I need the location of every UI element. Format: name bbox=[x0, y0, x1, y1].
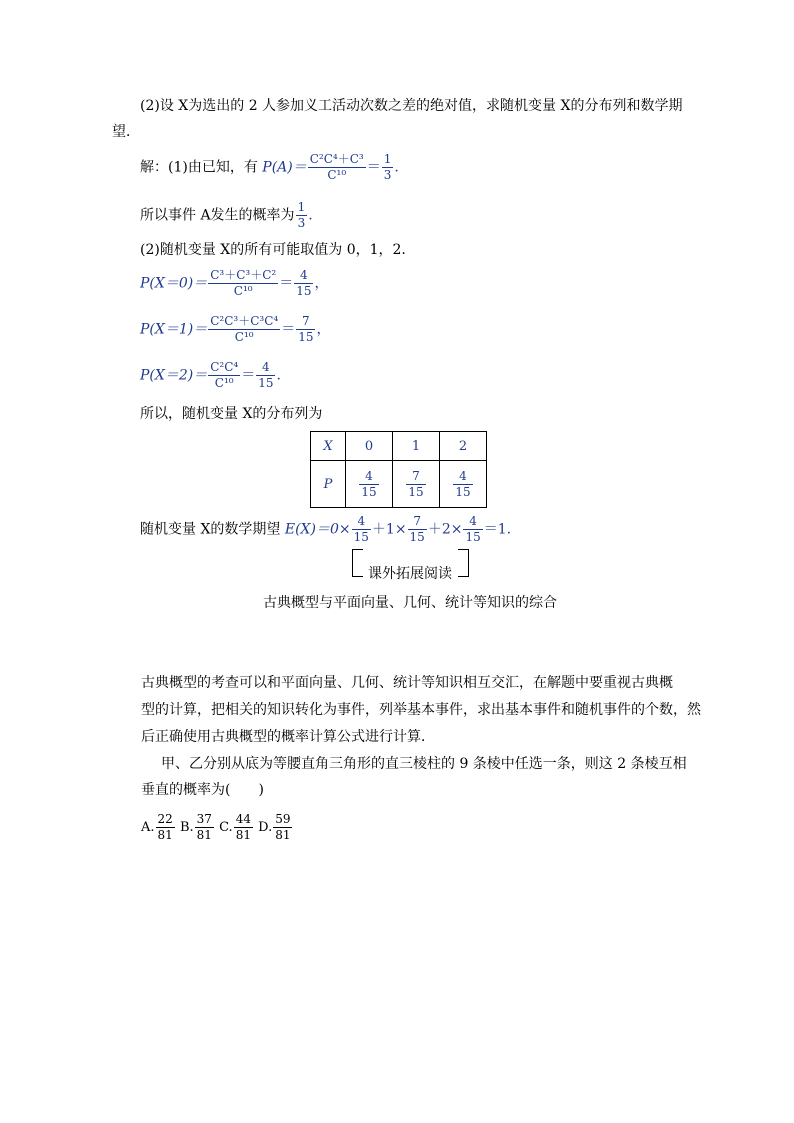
conclusion-fraction bbox=[296, 200, 308, 231]
table-prob-2 bbox=[440, 461, 487, 508]
table-prob-1-frac bbox=[406, 469, 425, 500]
expectation-frac-1 bbox=[352, 514, 371, 545]
ef2-num: 7 bbox=[408, 514, 427, 530]
solution-1-conclusion bbox=[140, 200, 313, 231]
p1-result-den: 15 bbox=[298, 330, 314, 344]
option-d-den: 81 bbox=[275, 828, 291, 842]
option-a bbox=[141, 812, 176, 842]
table-prob-row bbox=[311, 461, 487, 508]
expectation-ex: E(X)＝0× bbox=[284, 521, 351, 538]
p-x-2-line bbox=[140, 360, 281, 391]
table-header-2: 2 bbox=[440, 432, 487, 461]
p1-lhs: P(X＝1)＝ bbox=[140, 321, 208, 338]
para-line-2: 型的计算，把相关的知识转化为事件，列举基本事件，求出基本事件和随机事件的个数，然 bbox=[141, 702, 701, 718]
table-prob-1-num: 7 bbox=[406, 469, 425, 485]
pa-end: . bbox=[394, 159, 399, 176]
pa-fraction bbox=[308, 152, 366, 183]
para-line-3: 后正确使用古典概型的概率计算公式进行计算． bbox=[141, 729, 435, 745]
pa-lhs: P(A)＝ bbox=[262, 159, 307, 176]
option-d bbox=[258, 812, 293, 842]
pa-result bbox=[382, 152, 394, 183]
conclusion-den: 3 bbox=[297, 216, 306, 230]
option-a-frac bbox=[156, 812, 175, 843]
question-2-line-2: 望． bbox=[112, 124, 140, 140]
p1-result bbox=[296, 314, 315, 345]
option-c-label: C. bbox=[219, 820, 233, 835]
p1-num: C²C³＋C³C⁴ bbox=[210, 314, 279, 328]
table-prob-0-frac bbox=[359, 469, 378, 500]
p0-equals: ＝ bbox=[279, 275, 294, 292]
distribution-intro: 所以，随机变量 X的分布列为 bbox=[140, 406, 323, 422]
ef3-den: 15 bbox=[465, 530, 481, 544]
option-c-num: 44 bbox=[235, 812, 251, 826]
p0-den: C¹⁰ bbox=[233, 284, 253, 298]
table-prob-2-den: 15 bbox=[455, 484, 471, 499]
question-2-line-1: (2)设 X为选出的 2 人参加义工活动次数之差的绝对值，求随机变量 X的分布列和数学期 bbox=[140, 98, 683, 114]
p0-result bbox=[294, 268, 313, 299]
option-b-num: 37 bbox=[196, 812, 212, 826]
p2-equals: ＝ bbox=[241, 367, 256, 384]
p2-lhs: P(X＝2)＝ bbox=[140, 367, 208, 384]
table-prob-0-num: 4 bbox=[359, 469, 378, 485]
para-line-1: 古典概型的考查可以和平面向量、几何、统计等知识相互交汇，在解题中要重视古典概 bbox=[141, 675, 673, 691]
option-b-frac bbox=[195, 812, 214, 843]
option-b-label: B. bbox=[179, 820, 194, 835]
problem-line-1: 甲、乙分别从底为等腰直角三角形的直三棱柱的 9 条棱中任选一条，则这 2 条棱互相 bbox=[161, 756, 687, 772]
ef1-num: 4 bbox=[352, 514, 371, 530]
expectation-frac-2 bbox=[408, 514, 427, 545]
expectation-m2: ＋2× bbox=[427, 521, 463, 538]
p1-fraction bbox=[208, 314, 280, 345]
pa-numerator: C²C⁴＋C³ bbox=[309, 152, 364, 166]
p2-den: C¹⁰ bbox=[214, 376, 234, 390]
ef1-den: 15 bbox=[353, 530, 369, 544]
right-bracket bbox=[458, 549, 469, 577]
p2-result-num: 4 bbox=[256, 360, 275, 376]
option-a-label: A. bbox=[141, 820, 155, 835]
table-p-label: P bbox=[311, 461, 346, 508]
section-title: 古典概型与平面向量、几何、统计等知识的综合 bbox=[263, 595, 557, 611]
table-prob-1 bbox=[393, 461, 440, 508]
conclusion-text: 所以事件 A发生的概率为 bbox=[140, 207, 295, 224]
option-d-frac bbox=[273, 812, 292, 843]
option-c-frac bbox=[234, 812, 253, 843]
option-b bbox=[179, 812, 215, 842]
option-c-den: 81 bbox=[235, 828, 251, 842]
p1-den: C¹⁰ bbox=[234, 330, 254, 344]
p0-result-num: 4 bbox=[294, 268, 313, 284]
option-d-num: 59 bbox=[275, 812, 291, 826]
table-header-x: X bbox=[311, 432, 346, 461]
pa-result-den: 3 bbox=[383, 168, 392, 182]
p1-end: ， bbox=[316, 321, 331, 338]
table-prob-2-num: 4 bbox=[453, 469, 472, 485]
solution-2-intro: (2)随机变量 X的所有可能取值为 0，1，2. bbox=[140, 242, 406, 258]
p2-result-den: 15 bbox=[258, 376, 274, 390]
conclusion-num: 1 bbox=[297, 200, 306, 214]
p0-lhs: P(X＝0)＝ bbox=[140, 275, 208, 292]
table-prob-2-frac bbox=[453, 469, 472, 500]
expectation-text: 随机变量 X的数学期望 bbox=[140, 521, 285, 538]
pa-equals: ＝ bbox=[366, 159, 381, 176]
p2-fraction bbox=[208, 360, 240, 391]
option-a-den: 81 bbox=[157, 828, 173, 842]
option-a-num: 22 bbox=[157, 812, 173, 826]
expectation-frac-3 bbox=[463, 514, 482, 545]
option-d-label: D. bbox=[258, 820, 273, 835]
expectation-line bbox=[140, 514, 511, 545]
solution-1-line bbox=[140, 152, 399, 183]
p-x-0-line bbox=[140, 268, 328, 299]
p0-result-den: 15 bbox=[296, 284, 312, 298]
p1-equals: ＝ bbox=[281, 321, 296, 338]
table-header-0: 0 bbox=[346, 432, 393, 461]
problem-line-2: 垂直的概率为( ) bbox=[141, 782, 264, 798]
expectation-end: ＝1. bbox=[483, 521, 512, 538]
table-header-1: 1 bbox=[393, 432, 440, 461]
expectation-m1: ＋1× bbox=[371, 521, 407, 538]
conclusion-end: . bbox=[308, 207, 313, 224]
p0-fraction bbox=[208, 268, 278, 299]
p2-result bbox=[256, 360, 275, 391]
pa-denominator: C¹⁰ bbox=[327, 168, 347, 182]
table-prob-0 bbox=[346, 461, 393, 508]
solution-1-prefix: 解：(1)由已知，有 bbox=[140, 159, 263, 176]
pa-result-num: 1 bbox=[383, 152, 392, 166]
p0-end: ， bbox=[314, 275, 329, 292]
p0-num: C³＋C³＋C² bbox=[210, 268, 277, 282]
answer-options bbox=[141, 812, 293, 843]
option-c bbox=[219, 812, 254, 842]
p1-result-num: 7 bbox=[296, 314, 315, 330]
table-header-row bbox=[311, 432, 487, 461]
table-prob-0-den: 15 bbox=[361, 484, 377, 499]
distribution-table bbox=[310, 431, 487, 508]
ef3-num: 4 bbox=[463, 514, 482, 530]
table-prob-1-den: 15 bbox=[408, 484, 424, 499]
option-b-den: 81 bbox=[196, 828, 212, 842]
p-x-1-line bbox=[140, 314, 330, 345]
p2-end: . bbox=[276, 367, 281, 384]
p2-num: C²C⁴ bbox=[210, 360, 239, 374]
ef2-den: 15 bbox=[409, 530, 425, 544]
left-bracket bbox=[352, 549, 363, 577]
section-bracket-label: 课外拓展阅读 bbox=[368, 566, 452, 582]
